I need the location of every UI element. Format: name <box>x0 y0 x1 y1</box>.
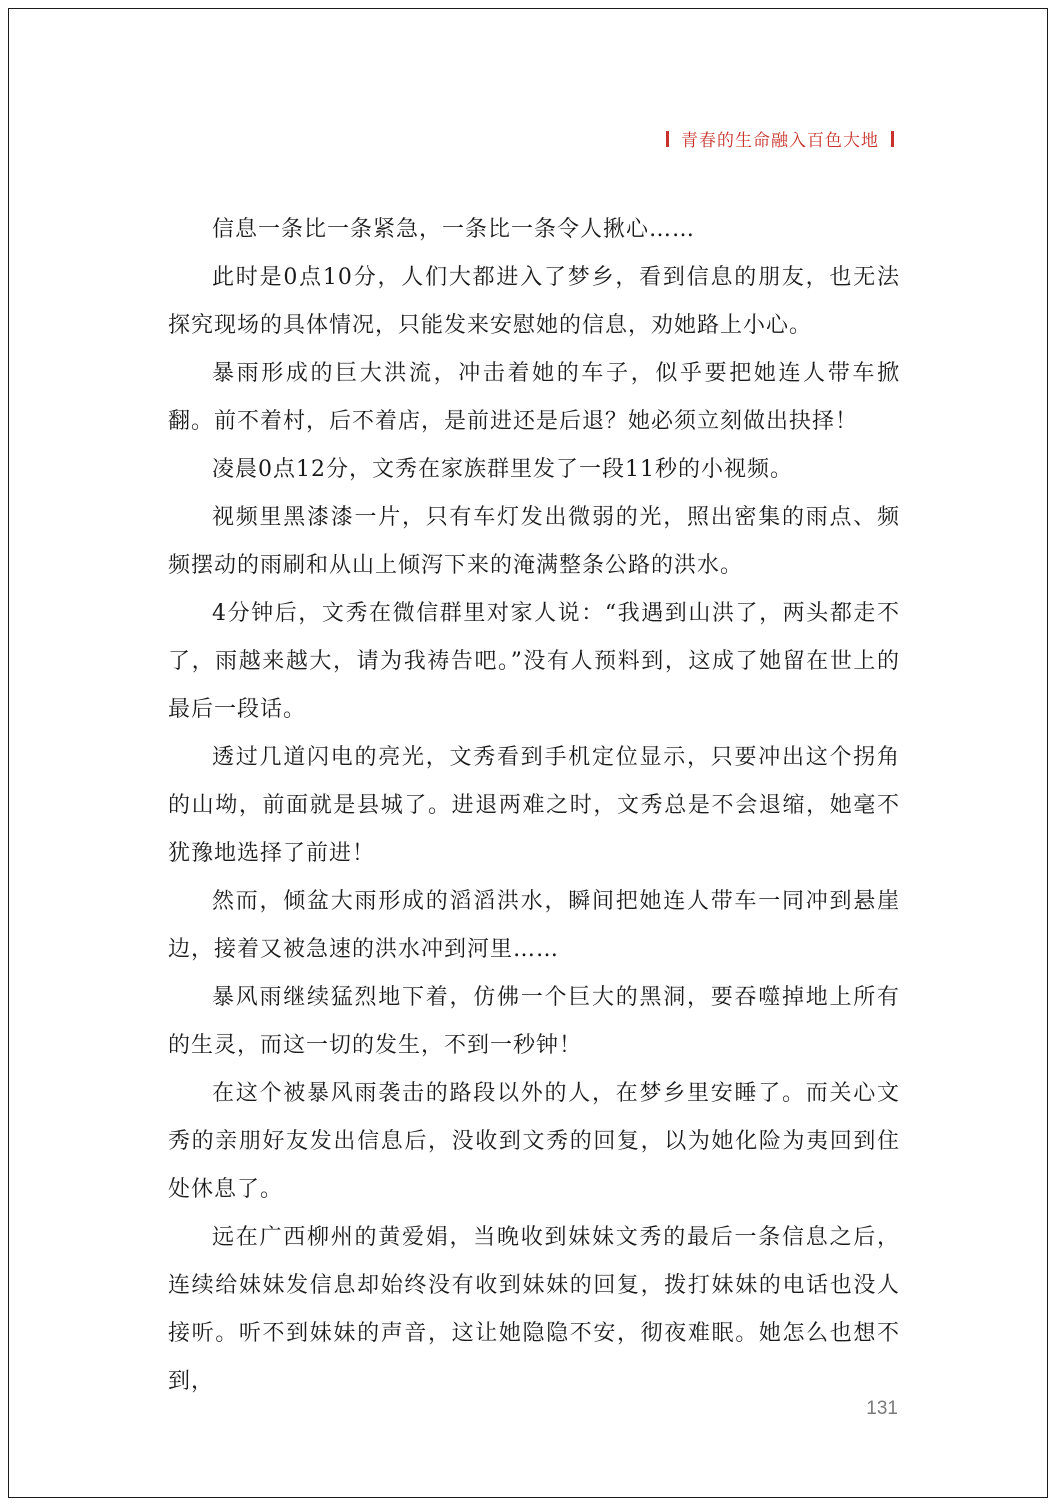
paragraph: 暴风雨继续猛烈地下着，仿佛一个巨大的黑洞，要吞噬掉地上所有的生灵，而这一切的发生，不到一秒钟！ <box>168 985 900 1058</box>
paragraph: 此时是0点10分，人们大都进入了梦乡，看到信息的朋友，也无法探究现场的具体情况，只能发来安慰她的信息，劝她路上小心。 <box>168 265 900 338</box>
paragraph: 视频里黑漆漆一片，只有车灯发出微弱的光，照出密集的雨点、频频摆动的雨刷和从山上倾泻下来的淹满整条公路的洪水。 <box>168 505 900 578</box>
paragraph: 透过几道闪电的亮光，文秀看到手机定位显示，只要冲出这个拐角的山坳，前面就是县城了。进退两难之时，文秀总是不会退缩，她毫不犹豫地选择了前进！ <box>168 745 900 866</box>
paragraph: 远在广西柳州的黄爱娟，当晚收到妹妹文秀的最后一条信息之后，连续给妹妹发信息却始终没有收到妹妹的回复，拨打妹妹的电话也没人接听。听不到妹妹的声音，这让她隐隐不安，彻夜难眠。她怎么也想不到， <box>168 1225 900 1394</box>
header-left-bar <box>666 131 669 147</box>
running-header <box>666 126 894 151</box>
paragraph: 在这个被暴风雨袭击的路段以外的人，在梦乡里安睡了。而关心文秀的亲朋好友发出信息后，没收到文秀的回复，以为她化险为夷回到住处休息了。 <box>168 1081 900 1202</box>
paragraph: 暴雨形成的巨大洪流，冲击着她的车子，似乎要把她连人带车掀翻。前不着村，后不着店，是前进还是后退？她必须立刻做出抉择！ <box>168 361 900 434</box>
paragraph: 4分钟后，文秀在微信群里对家人说：“我遇到山洪了，两头都走不了，雨越来越大，请为我祷告吧。”没有人预料到，这成了她留在世上的最后一段话。 <box>168 601 900 722</box>
header-right-bar <box>891 131 894 147</box>
chapter-title: 青春的生命融入百色大地 <box>681 131 879 151</box>
body-text <box>168 206 900 1406</box>
page-number: 131 <box>866 1398 898 1419</box>
paragraph: 信息一条比一条紧急，一条比一条令人揪心…… <box>212 217 696 242</box>
paragraph: 然而，倾盆大雨形成的滔滔洪水，瞬间把她连人带车一同冲到悬崖边，接着又被急速的洪水冲到河里…… <box>168 889 900 962</box>
paragraph: 凌晨0点12分，文秀在家族群里发了一段11秒的小视频。 <box>212 457 793 482</box>
